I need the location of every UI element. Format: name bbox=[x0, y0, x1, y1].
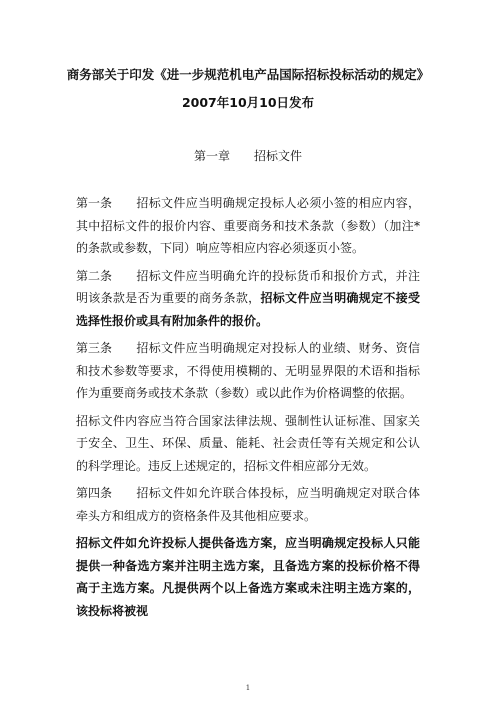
chapter-number: 第一章 bbox=[193, 149, 230, 163]
article-text: 招标文件如允许联合体投标，应当明确规定对联合体牵头方和组成方的资格条件及其他相应要求。 bbox=[76, 486, 420, 523]
article-2 bbox=[76, 265, 420, 333]
article-4 bbox=[76, 482, 420, 527]
article-label: 第一条 bbox=[76, 196, 113, 210]
article-1 bbox=[76, 192, 420, 260]
article-text: 招标文件应当明确规定投标人必须小签的相应内容，其中招标文件的报价内容、重要商务和技术条款（参数）（加注*的条款或参数，下同）响应等相应内容必须逐页小签。 bbox=[76, 196, 420, 255]
article-text: 招标文件应当明确允许的投标货币和报价方式，并注明该条款是否为重要的商务条款， bbox=[76, 268, 420, 305]
publish-date: 2007年10月10日发布 bbox=[181, 95, 315, 110]
page-number: 1 bbox=[245, 684, 251, 692]
chapter-title: 招标文件 bbox=[254, 149, 303, 163]
paragraph-compliance: 招标文件内容应当符合国家法律法规、强制性认证标准、国家关于安全、卫生、环保、质量、能耗、社会责任等有关规定和公认的科学理论。违反上述规定的，招标文件相应部分无效。 bbox=[76, 413, 420, 473]
document-body bbox=[76, 192, 420, 627]
chapter-heading bbox=[0, 147, 496, 164]
article-3 bbox=[76, 337, 420, 405]
article-label: 第三条 bbox=[76, 341, 113, 355]
paragraph-alternatives: 招标文件如允许投标人提供备选方案，应当明确规定投标人只能提供一种备选方案并注明主选方案，且备选方案的投标价格不得高于主选方案。凡提供两个以上备选方案或未注明主选方案的，该投标将被视 bbox=[76, 536, 420, 618]
article-text: 招标文件应当明确规定对投标人的业绩、财务、资信和技术参数等要求，不得使用模糊的、无明显界限的术语和指标作为重要商务或技术条款（参数）或以此作为价格调整的依据。 bbox=[76, 341, 420, 400]
article-bold-text: 招标文件应当明确规定不接受选择性报价或具有附加条件的报价。 bbox=[76, 291, 420, 328]
document-title: 商务部关于印发《进一步规范机电产品国际招标投标活动的规定》 bbox=[66, 67, 430, 82]
article-label: 第四条 bbox=[76, 486, 113, 500]
article-label: 第二条 bbox=[76, 268, 113, 283]
